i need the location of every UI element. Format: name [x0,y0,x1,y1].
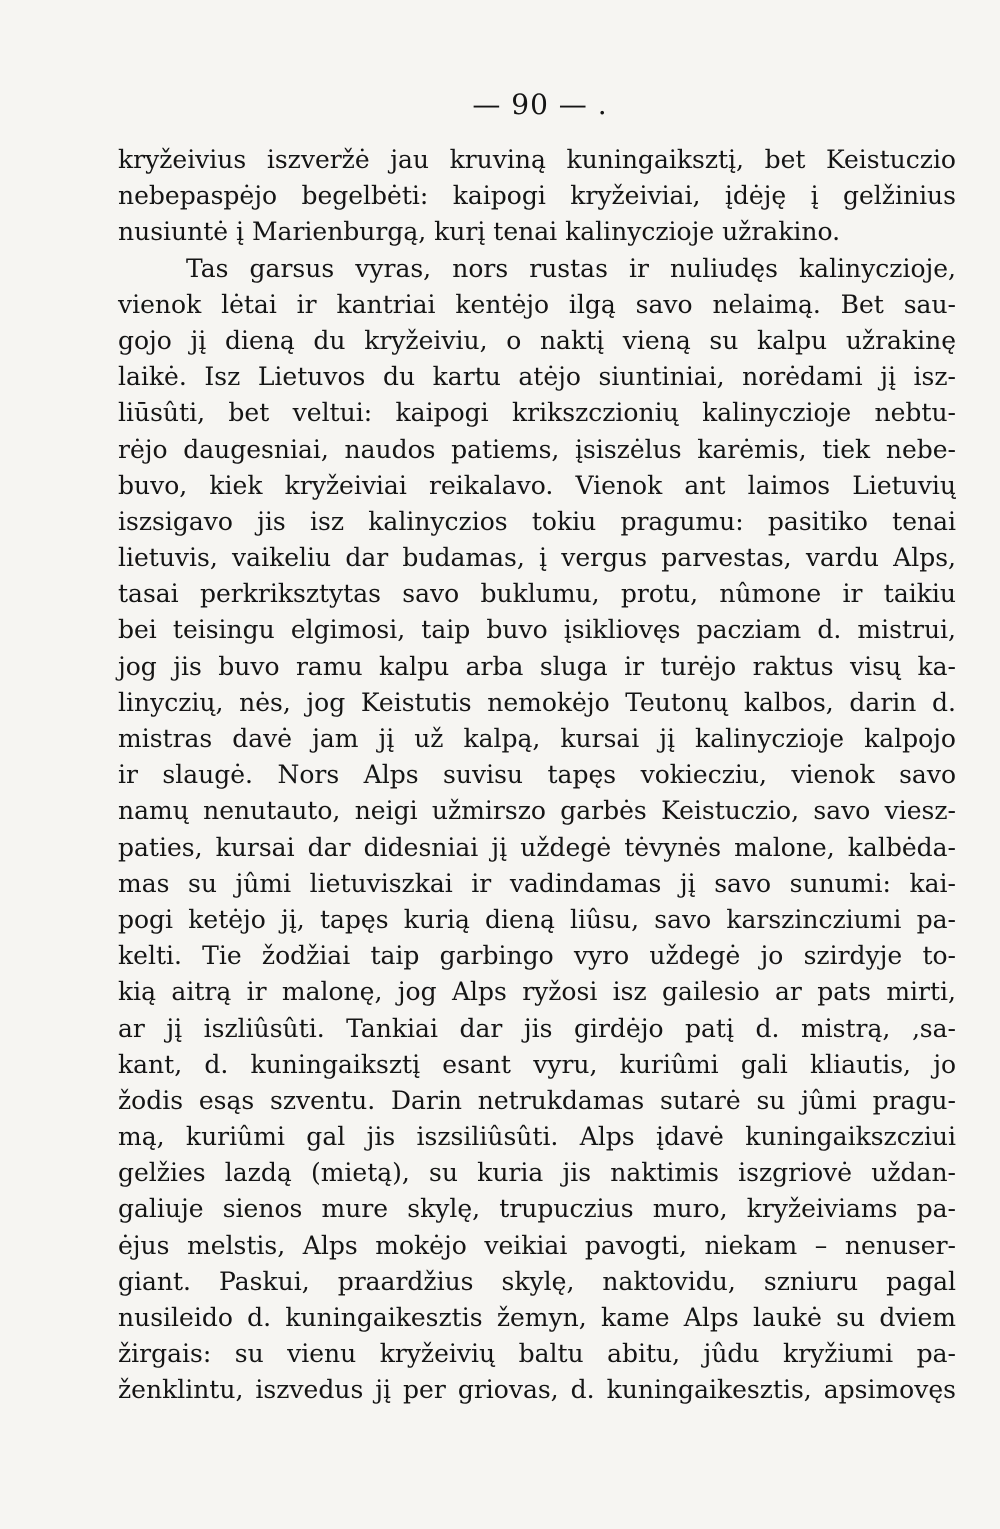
text-line: bei teisingu elgimosi, taip buvo įsikliovęs pacziam d. mistrui, [118,615,956,645]
text-line: galiuje sienos mure skylę, trupuczius muro, kryžeiviams pa- [118,1194,956,1224]
text-line: nusiuntė į Marienburgą, kurį tenai kalinyczioje užrakino. [118,217,841,247]
text-line: linyczių, nės, jog Keistutis nemokėjo Teutonų kalbos, darin d. [118,687,956,717]
text-line: ir slaugė. Nors Alps suvisu tapęs vokiecziu, vienok savo [118,760,956,790]
text-line: Tas garsus vyras, nors rustas ir nuliudęs kalinyczioje, [186,253,956,283]
page-number: — 90 — . [472,88,608,121]
text-line: kelti. Tie žodžiai taip garbingo vyro uždegė jo szirdyje to- [118,941,956,971]
text-line: mas su jûmi lietuviszkai ir vadindamas jį savo sunumi: kai- [118,868,956,898]
text-line: ar jį iszliûsûti. Tankiai dar jis girdėjo patį d. mistrą, ‚sa- [118,1013,956,1043]
text-line: ėjus melstis, Alps mokėjo veikiai pavogti, niekam – nenuser- [118,1230,956,1260]
text-line: giant. Paskui, praardžius skylę, naktovidu, szniuru pagal [118,1266,956,1296]
text-line: žodis esąs szventu. Darin netrukdamas sutarė su jûmi pragu- [118,1085,956,1115]
text-line: liūsûti, bet veltui: kaipogi krikszczionių kalinyczioje nebtu- [118,398,956,428]
text-line: pogi ketėjo jį, tapęs kurią dieną liûsu, savo karszincziumi pa- [118,904,956,934]
text-line: lietuvis, vaikeliu dar budamas, į vergus parvestas, vardu Alps, [118,543,956,573]
text-line: laikė. Isz Lietuvos du kartu atėjo siuntiniai, norėdami jį isz- [118,362,956,392]
text-line: buvo, kiek kryžeiviai reikalavo. Vienok ant laimos Lietuvių [118,470,956,500]
text-line: namų nenutauto, neigi užmirszo garbės Keistuczio, savo viesz- [118,796,956,826]
text-line: iszsigavo jis isz kalinyczios tokiu pragumu: pasitiko tenai [118,506,956,536]
text-line: paties, kursai dar didesniai jį uždegė tėvynės malone, kalbėda- [118,832,956,862]
text-line: ženklintu, iszvedus jį per griovas, d. kuningaikesztis, apsimovęs [118,1375,956,1405]
text-line: žirgais: su vienu kryžeivių baltu abitu, jûdu kryžiumi pa- [118,1339,956,1369]
text-line: gojo jį dieną du kryžeiviu, o naktį vieną su kalpu užrakinę [118,325,956,355]
text-line: rėjo daugesniai, naudos patiems, įsiszėlus karėmis, tiek nebe- [118,434,956,464]
text-line: nebepaspėjo begelbėti: kaipogi kryžeiviai, įdėję į gelžinius [118,181,956,211]
text-line: mistras davė jam jį už kalpą, kursai jį kalinyczioje kalpojo [118,724,956,753]
text-line: tasai perkrikszty​tas savo buklumu, protu, nûmone ir taikiu [118,579,956,609]
text-line: mą, kuriûmi gal jis iszsiliûsûti. Alps įdavė kuningaikszcziui [118,1122,956,1152]
text-line: jog jis buvo ramu kalpu arba sluga ir turėjo raktus visų ka- [118,651,956,681]
text-line: kryžeivius iszveržė jau kruviną kuningaiksztį, bet Keistuczio [118,145,956,174]
text-line: vienok lėtai ir kantriai kentėjo ilgą savo nelaimą. Bet sau- [118,289,956,319]
text-line: nusileido d. kuningaikesztis žemyn, kame Alps laukė su dviem [118,1303,956,1332]
page-body-text [118,142,956,1409]
text-line: gelžies lazdą (mietą), su kuria jis naktimis iszgriovė uždan- [118,1158,956,1188]
text-line: kią aitrą ir malonę, jog Alps ryžosi isz gailesio ar pats mirti, [118,977,956,1007]
text-line: kant, d. kuningaiksztį esant vyru, kuriûmi gali kliautis, jo [118,1049,956,1079]
